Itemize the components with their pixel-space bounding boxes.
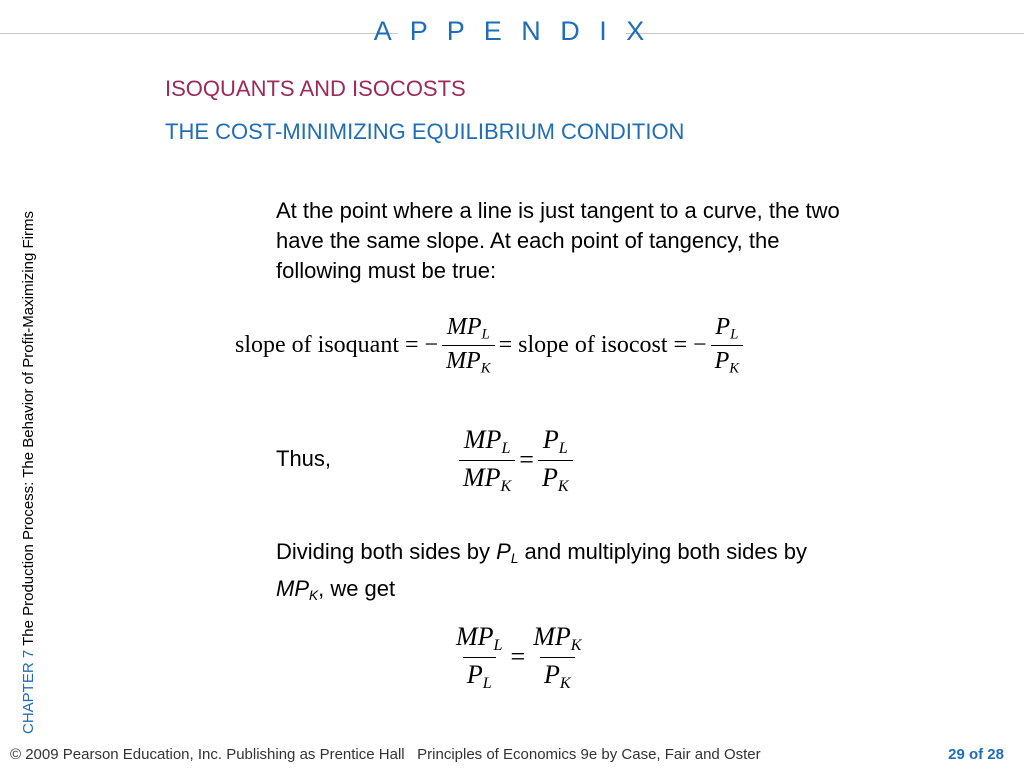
topic-heading: ISOQUANTS AND ISOCOSTS: [165, 76, 466, 101]
eq2-equals: =: [519, 445, 534, 475]
eq2-fraction-mp: $\frac{MP_L}{MP_K}$: [459, 425, 515, 496]
footer-book: Principles of Economics 9e by Case, Fair and Oster: [417, 746, 761, 763]
eq3-fraction-k: $\frac{MP_K}{P_K}$: [533, 622, 582, 692]
chapter-title: The Production Process: The Behavior of Profit-Maximizing Firms: [20, 211, 37, 646]
eq1-fraction-mp: $\frac{MP_L}{MP_K}$: [442, 314, 495, 378]
page-number: 29 of 28: [948, 746, 1004, 763]
eq1-lhs: slope of isoquant = −: [235, 332, 439, 359]
eq2-fraction-p: $\frac{P_L}{P_K}$: [538, 425, 573, 496]
chapter-number: CHAPTER 7: [20, 649, 37, 734]
eq1-fraction-p: $\frac{P_L}{P_K}$: [711, 314, 744, 378]
equation-ratio: [455, 425, 577, 496]
intro-paragraph: At the point where a line is just tangent to a curve, the two have the same slope. At each point of tangency, the following must be true:: [276, 198, 840, 283]
equation-result: [448, 622, 589, 693]
footer: [10, 746, 761, 763]
eq1-mid: = slope of isocost = −: [498, 332, 707, 359]
thus-label: Thus,: [276, 446, 332, 471]
section-heading: THE COST-MINIMIZING EQUILIBRIUM CONDITION: [165, 119, 685, 144]
dividing-paragraph: Dividing both sides by $P_L$ and multiplying both sides by $MP_K$, we get: [276, 539, 808, 604]
eq3-fraction-l: $\frac{MP_L}{P_L}$: [456, 622, 503, 692]
equation-slopes: [235, 314, 747, 378]
page-title: A P P E N D I X: [373, 16, 651, 46]
chapter-sidebar: [20, 211, 37, 734]
eq3-equals: =: [510, 642, 526, 672]
footer-copyright: © 2009 Pearson Education, Inc. Publishing as Prentice Hall: [10, 746, 405, 763]
